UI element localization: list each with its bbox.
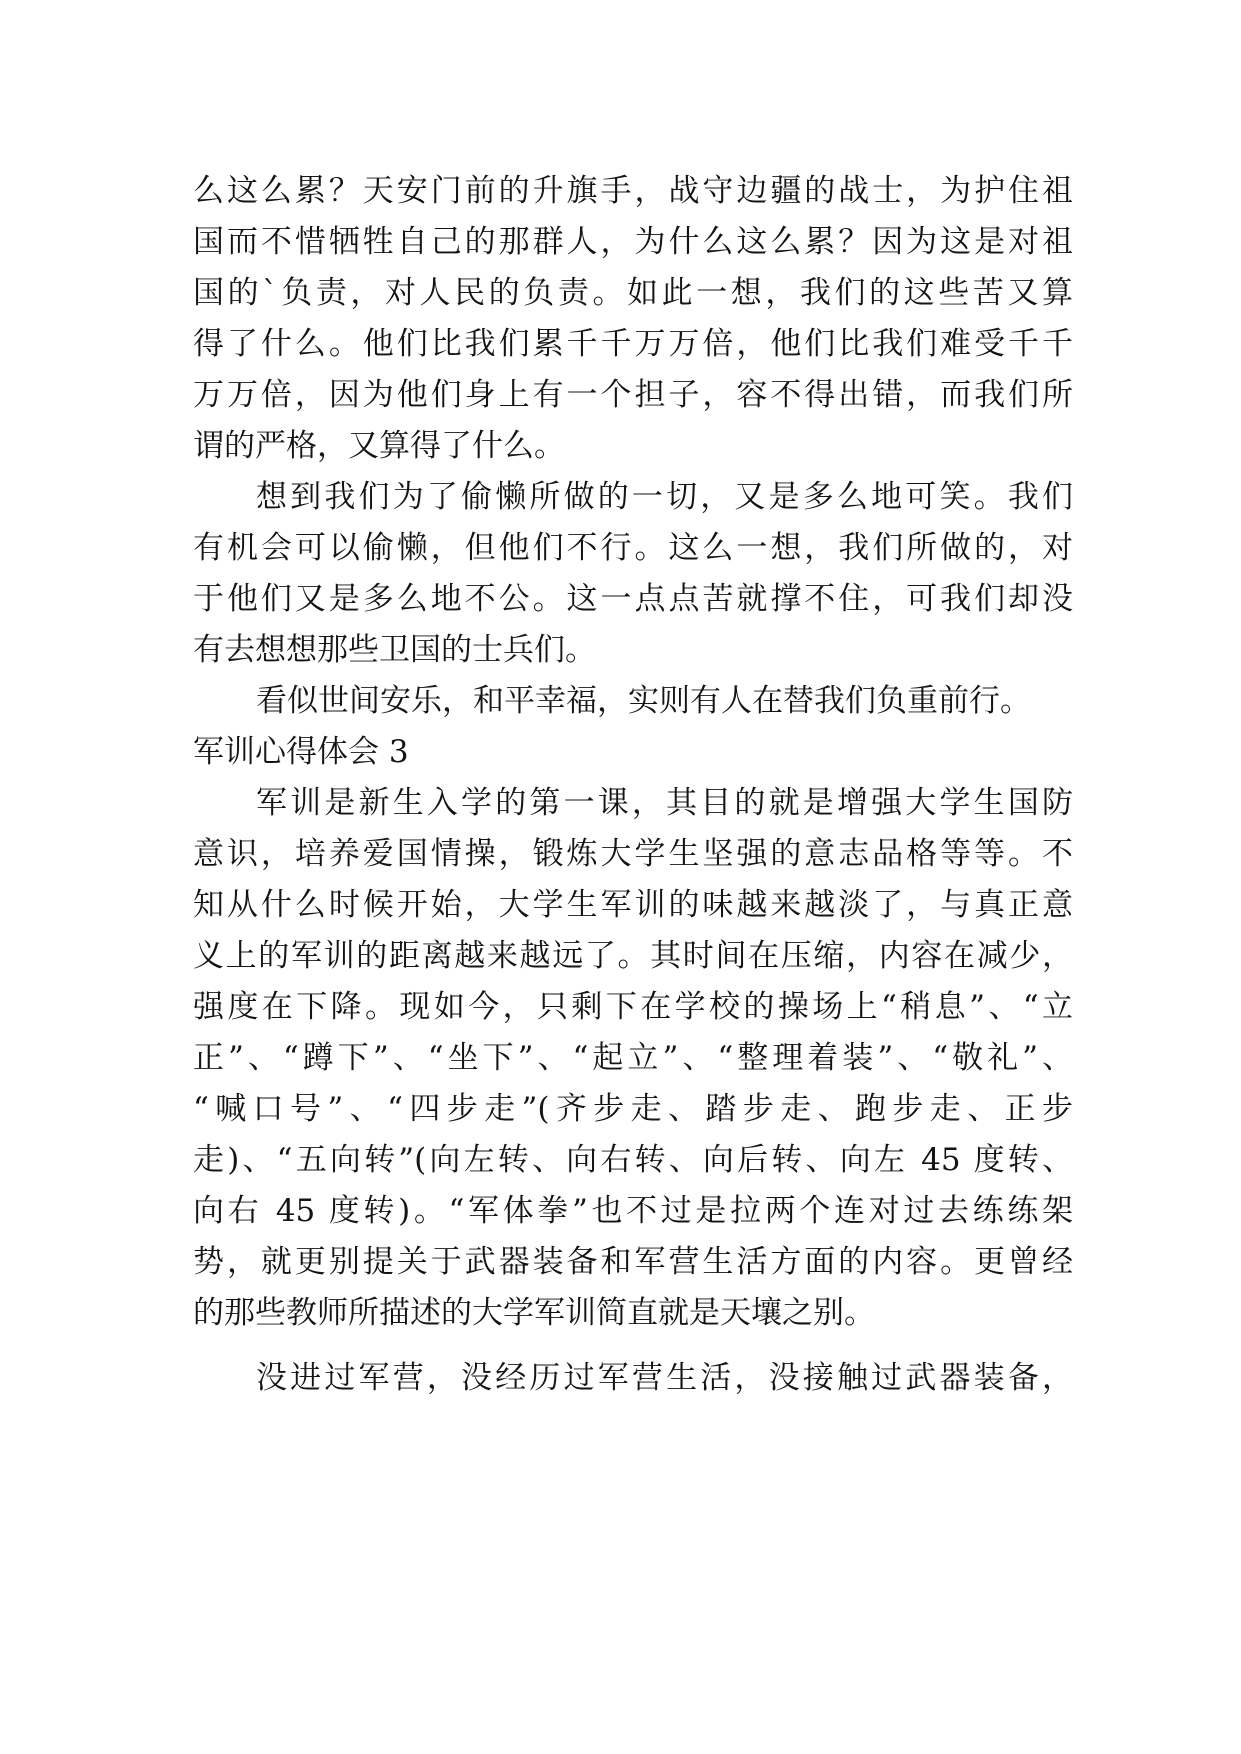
paragraph-4-line-8: 走)、“五向转”(向左转、向右转、向后转、向左 45 度转、 bbox=[193, 1142, 1073, 1178]
paragraph-2-line-3: 于他们又是多么地不公。这一点点苦就撑不住，可我们却没 bbox=[193, 581, 1073, 617]
paragraph-4-line-1: 军训是新生入学的第一课，其目的就是增强大学生国防 bbox=[256, 785, 1073, 821]
paragraph-4-line-9: 向右 45 度转)。“军体拳”也不过是拉两个连对过去练练架 bbox=[193, 1193, 1073, 1229]
paragraph-4-line-2: 意识，培养爱国情操，锻炼大学生坚强的意志品格等等。不 bbox=[193, 836, 1073, 872]
paragraph-4-line-4: 义上的军训的距离越来越远了。其时间在压缩，内容在减少， bbox=[193, 938, 1073, 974]
paragraph-2-line-2: 有机会可以偷懒，但他们不行。这么一想，我们所做的，对 bbox=[193, 530, 1073, 566]
paragraph-4-line-3: 知从什么时候开始，大学生军训的味越来越淡了，与真正意 bbox=[193, 887, 1073, 923]
paragraph-4-line-10: 势，就更别提关于武器装备和军营生活方面的内容。更曾经 bbox=[193, 1244, 1073, 1280]
paragraph-2-line-4: 有去想想那些卫国的士兵们。 bbox=[193, 632, 596, 668]
paragraph-5-line-1: 没进过军营，没经历过军营生活，没接触过武器装备， bbox=[256, 1360, 1073, 1396]
paragraph-4-line-5: 强度在下降。现如今，只剩下在学校的操场上“稍息”、“立 bbox=[193, 989, 1073, 1025]
paragraph-2-line-1: 想到我们为了偷懒所做的一切，又是多么地可笑。我们 bbox=[256, 479, 1073, 515]
paragraph-1-line-4: 得了什么。他们比我们累千千万万倍，他们比我们难受千千 bbox=[193, 326, 1073, 362]
paragraph-1-line-2: 国而不惜牺牲自己的那群人，为什么这么累？因为这是对祖 bbox=[193, 224, 1073, 260]
section-heading: 军训心得体会 3 bbox=[193, 734, 409, 770]
paragraph-4-line-11: 的那些教师所描述的大学军训简直就是天壤之别。 bbox=[193, 1295, 875, 1331]
paragraph-4-line-7: “喊口号”、“四步走”(齐步走、踏步走、跑步走、正步 bbox=[193, 1091, 1073, 1127]
paragraph-1-line-6: 谓的严格，又算得了什么。 bbox=[193, 428, 565, 464]
paragraph-4-line-6: 正”、“蹲下”、“坐下”、“起立”、“整理着装”、“敬礼”、 bbox=[193, 1040, 1073, 1076]
paragraph-1-line-5: 万万倍，因为他们身上有一个担子，容不得出错，而我们所 bbox=[193, 377, 1073, 413]
paragraph-1-line-3: 国的`负责，对人民的负责。如此一想，我们的这些苦又算 bbox=[193, 275, 1073, 311]
paragraph-3-line-1: 看似世间安乐，和平幸福，实则有人在替我们负重前行。 bbox=[256, 683, 1031, 719]
paragraph-1-line-1: 么这么累？天安门前的升旗手，战守边疆的战士，为护住祖 bbox=[193, 173, 1073, 209]
